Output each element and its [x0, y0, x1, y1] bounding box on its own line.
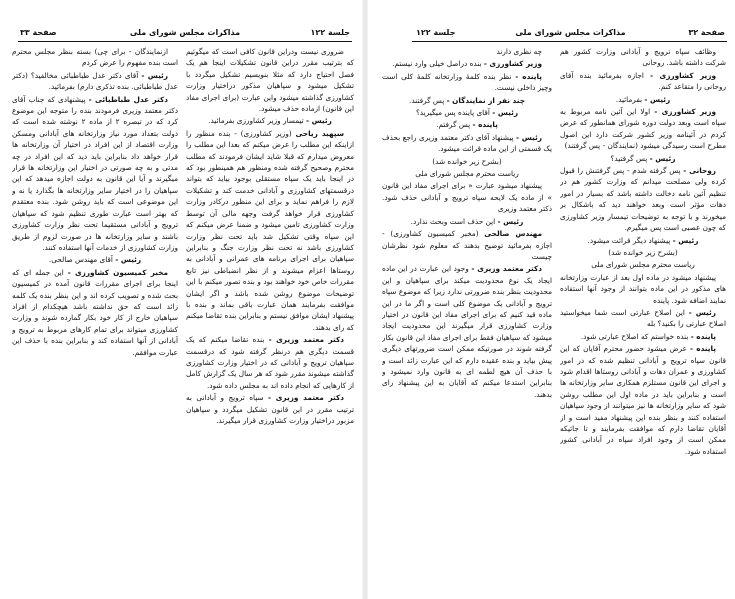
- paragraph: [382, 263, 552, 400]
- paragraph-text: این جمله ای که اینجا برای اجرای مقررات قانون آمده در کمیسیون بحث شده و تصویب کرده اند و این بنظر بنده یک کلمه زائد است که حق نداشته باشد هیچکدام از افراد سپاهیان خارج از کار خود بکار گمارده شوند و وزارت کشاورزی میتواند برای تمام کارهای مربوط به ترویج و آبادانی از آنها استفاده کند و بنابراین بنده با حذف این عبارت موافقم.: [12, 267, 178, 357]
- paragraph-text: پس گرفته شدم - پس گرفتنش را قبول کرده ولی مصلحت میدانم که وزارت کشور هم در تنظیم آئین نامه دخالت داشته باشد که بسیار در امور دهات مؤثر است وبعد خواهند دید که باشکال بر میخورند و با توجه به توضیحات تیمسار وزیر کشاورزی که چون عصبی است پس میگیرم.: [560, 166, 726, 233]
- paragraph-text: پیشنهاد آقای دکتر معتمد وزیری راجع بحذف یک قسمتی از این ماده قرائت میشود.: [382, 132, 552, 154]
- paragraph-text: (وزیر کشاورزی) - بنده منظور را ازاینکه این مطلب را عرض میکنم که بعدا این مطلب را معروض میدارم که قبلا شاید ایشان فرمودند که مطلب محترم وصحیح گرفته شده ومنظور هم همینطور بود که در اینجا باید یک سپاه مستقلی بوجود بیاید که بتواند درقسمتهای کشاورزی و آبادانی خدمت کند و تشکیلات لازم را فراهم نماید و برای این منظور درکادر وزارت کشاورزی قرار خواهد گرفت وجهه مالی آن توسط وزارت کشاورزی تامین میشود و ضمنا عرض میکنم که این سپاه وقتی تشکیل شد باید تحت نظر وزارت کشاورزی باشد نه تحت نظر وزارت جنگ و بنابراین سپاهیان برای اجرای برنامه های عمرانی و آبادانی به روستاها اعزام میشوند و از نظر انضباطی نیز تابع مقررات خاص خود خواهند بود و بنده تصور میکنم با این توضیحات موضوع روشن شده باشد و اگر ایشان موافقت بفرمایند همان عبارت باقی بماند و بنده با پیشنهاد ایشان موافق نیستم و بنابراین بنده تقاضا میکنم که رای بدهند.: [186, 128, 354, 332]
- paragraph: [560, 259, 726, 270]
- paragraph-text: آقای پاینده پس میگیرید؟: [415, 108, 490, 118]
- speaker-name: رئیس -: [672, 235, 699, 245]
- paragraph: [382, 228, 552, 262]
- paragraph: [560, 247, 726, 258]
- session-number: جلسة ۱۲۲: [310, 28, 350, 37]
- paragraph: [560, 272, 726, 306]
- paragraph-text: این اصلاح عبارتی است شما میخواستید اصلاح عبارتی را بکنید؟ بله: [560, 307, 726, 329]
- paragraph-text: چه نظری دارند: [496, 47, 542, 56]
- page-header: [416, 28, 725, 40]
- paragraph-text: ریاست محترم مجلس شورای ملی: [415, 169, 519, 179]
- speaker-name: وزیر کشاورزی -: [650, 70, 716, 80]
- paragraph-text: ریاست محترم مجلس شورای ملی: [591, 260, 695, 270]
- paragraph: [560, 106, 726, 152]
- paragraph: [12, 94, 178, 254]
- paragraph-text: پس گرفتید؟: [610, 153, 648, 163]
- paragraph-text: اجازه بفرمائید بنده آقای روحانی را متقاعد کنم.: [560, 70, 726, 92]
- right-page: [368, 0, 735, 599]
- paragraph-text: پیشنهاد دیگر قرائت میشود.: [587, 235, 671, 245]
- paragraph-text: بنده دراصل خیلی وارد نیستم.: [392, 59, 482, 69]
- speaker-name: رئیس -: [141, 70, 168, 80]
- speaker-name: رئیس -: [516, 132, 542, 142]
- text-column: [382, 46, 552, 594]
- paragraph: [186, 115, 354, 126]
- paragraph-text: پیشنهادی که جناب آقای دکتر معتمد وزیری فرمودند بنده را متوجه این موضوع کرد که در تبصره ۲ از ماده ۲ نوشته شده است که دولت بتعداد مورد نیاز وزارتخانه های آبادانی ومسکن وزارت اقتصاد از این افراد در اختیار آن وزارتخانه ها قرار خواهد داد بنابراین باید دید که این افراد در چه مدتی و به چه صورتی در اختیار این وزارتخانه ها قرار میگیرند و آیا این قانون به دولت اجازه میدهد که این سپاهیان را در اختیار سایر وزارتخانه ها بگذارد یا نه و این موضوعی است که باید روشن شود. بنده معتقدم که بهتر است عبارت طوری تنظیم شود که سپاهیان ترویج و آبادانی مستقیما تحت نظر وزارت کشاورزی باشند و سایر وزارتخانه ها در صورت لزوم از طریق وزارت کشاورزی از خدمات آنها استفاده کنند.: [12, 94, 178, 252]
- paragraph: [560, 331, 726, 342]
- speaker-name: دکتر معتمد وزیری -: [471, 264, 542, 274]
- paragraph: [382, 168, 552, 179]
- paragraph-text: این حذف است وبحث ندارد.: [410, 216, 496, 226]
- paragraph-text: بنده تقاضا میکنم که یک قسمت دیگری هم درنظر گرفته شود که درقسمت سپاهیان ترویج و آبادانی که در اختیار وزارت کشاورزی گذاشته میشوند مقرر شود که هر سال یک گزارش کامل از کارهایی که انجام داده اند به مجلس داده شود.: [186, 335, 354, 390]
- paragraph-text: وظائف سپاه ترویج و آبادانی وزارت کشور هم شرکت داشته باشد. روحانی: [560, 47, 726, 68]
- paragraph: [382, 180, 552, 214]
- paragraph-text: وجود این عبارت در این ماده ایجاد یک نوع محدودیت میکند برای سپاهیان و این محدودیت بنظر بنده ضرورتی ندارد زیرا که موضوع سپاه ترویج و آبادانی یک موضوع کلی است و اگر ما در این ماده قید کنیم که برای اجرای مفاد این قانون در اختیار وزارت کشاورزی قرار میگیرند این محدودیت ایجاد میشود که سپاهیان فقط برای اجرای مفاد این قانون بکار گرفته شوند در صورتیکه ممکن است ضرورتهای دیگری پیش بیاید و بنده عقیده دارم که این عبارت زائد است و با حذف آن هیچ لطمه ای به قانون وارد نمیشود و بنابراین استدعا میکنم که آقایان به این پیشنهاد رای بدهند.: [382, 264, 552, 399]
- speaker-name: وزیر کشاورزی -: [483, 59, 542, 69]
- paragraph: [560, 235, 726, 246]
- speaker-name: روحانی -: [683, 166, 716, 176]
- paragraph-text: ازنمایندگان - برای چی) بسته بنظر مجلس محترم است بنده مفهوم را عرض کردم: [12, 47, 178, 68]
- speaker-name: رئیس -: [306, 116, 332, 126]
- paragraph: [382, 107, 552, 118]
- paragraph-text: (بشرح زیر خوانده شد): [432, 156, 502, 166]
- speaker-name: دکتر عدل طباطبائی -: [88, 94, 168, 104]
- paragraph: [382, 46, 552, 57]
- paragraph: [382, 156, 552, 167]
- paragraph-text: پس گرفتم.: [436, 120, 471, 130]
- paragraph-text: پیشنهاد میشود عبارت « برای اجرای مفاد این قانون » از ماده یک لایحه سپاه ترویج و آبادانی حذف شود. دکتر معتمد وزیری: [382, 181, 552, 214]
- page-number: صفحة ۳۲: [688, 28, 725, 37]
- paragraph: [560, 307, 726, 330]
- speaker-name: وزیر کشاورزی -: [654, 107, 716, 117]
- speaker-name: پاینده -: [689, 344, 716, 354]
- paragraph-text: آقای دکتر عدل طباطبائی مخالفید؟ (دکتر عدل طباطبائی. بنده تذکری دارم) بفرمائید.: [12, 70, 178, 92]
- left-page: [0, 0, 362, 599]
- paragraph-text: سپاه ترویج و آبادانی به ترتیب مقرر در این قانون تشکیل میگردد و سپاهیان مزبور دراختیار وزارت کشاورزی قرار میگیرند.: [186, 393, 354, 425]
- paragraph: [382, 71, 552, 94]
- paragraph-text: ضروری نیست ودراین قانون کافی است که میگوئیم که بترتیب مقرر دراین قانون تشکیلات اینجا هم یک فصل احتیاج دارد که مثلا بنویسیم تشکیل میگردد با تشکیل میشود و سپاهیان مذکور دراختیار وزارت کشاورزی گذاشته میشود واین عبارت (برای اجرای مفاد این قانون) ازماده حذف میشود.: [186, 47, 354, 114]
- speaker-name: دکتر معتمد وزیری -: [268, 393, 344, 403]
- paragraph: [186, 46, 354, 114]
- page-number: صفحة ۳۳: [20, 28, 57, 37]
- paragraph: [186, 392, 354, 426]
- paragraph-text: (بشرح زیر خوانده شد): [608, 247, 678, 257]
- paragraph: [186, 128, 354, 333]
- speaker-name: رئیس -: [497, 216, 524, 226]
- speaker-name: پاینده -: [472, 120, 498, 130]
- speaker-name: پاینده -: [690, 331, 716, 341]
- session-number: جلسة ۱۲۲: [416, 28, 456, 37]
- speaker-name: مهندس صالحی: [484, 229, 543, 239]
- paragraph: [560, 153, 726, 164]
- page-header: [20, 28, 350, 40]
- paragraph: [560, 46, 726, 69]
- speaker-name: رئیس -: [115, 255, 142, 265]
- paragraph: [12, 267, 178, 358]
- header-rule: [412, 41, 727, 42]
- text-column: [12, 46, 178, 594]
- paragraph: [382, 119, 552, 130]
- paragraph: [560, 165, 726, 233]
- paragraph-text: بنده خواستم که اصلاح عبارتی شود.: [580, 331, 689, 341]
- paragraph: [382, 132, 552, 155]
- paragraph-text: عرض میشود حضور محترم آقایان که این قانون سپاه ترویج و آبادانی تنظیم شده که در امور کشاورزی و عمران دهات و آبادانی روستاها اقدام شود و اجرای این قانون مستلزم همکاری سایر وزارتخانه ها است و بنابراین باید در ماده اول این مطلب روشن شود که سایر وزارتخانه ها نیز میتوانند از وجود سپاهیان استفاده کنند و بنظر بنده این پیشنهاد مفید است و از آقایان تقاضا دارم که موافقت بفرمایند و تا جائیکه ممکن است از وجود افراد سپاه در آبادانی کشور استفاده شود.: [560, 344, 726, 456]
- speaker-name: مخبر کمیسیون کشاورزی -: [67, 267, 168, 277]
- paragraph-text: آقای مهندس صالحی.: [48, 255, 113, 265]
- speaker-name: رئیس -: [644, 94, 671, 104]
- paragraph: [12, 254, 178, 265]
- text-column: [560, 46, 726, 594]
- paragraph: [382, 216, 552, 227]
- paragraph-text: اولا این آئین نامه مربوط به سپاه است وبعد دولت دوره شورای همانطور که عرض کردم در آئینامه وزیر کشور شرکت دارد این اصول مطرح است رسیدگی میشود (نمایندگان - پس گرفتند): [560, 107, 726, 151]
- paragraph: [560, 94, 726, 105]
- paragraph-text: پیشنهاد میشود در ماده اول بعد از عبارت وزارتخانه های مذکور در این ماده بتوانند از وجود آنها استفاده نمایند اضافه شود. پاینده: [560, 272, 726, 305]
- header-rule: [18, 41, 352, 42]
- speaker-name: رئیس -: [649, 153, 676, 163]
- speaker-name: دکتر معتمد وزیری -: [268, 335, 344, 345]
- paragraph: [12, 70, 178, 93]
- paragraph: [382, 58, 552, 69]
- paragraph: [186, 334, 354, 391]
- speaker-name: پاینده -: [515, 71, 543, 81]
- speaker-name: رئیس -: [492, 108, 519, 118]
- running-title: مذاکرات مجلس شورای ملی: [515, 28, 626, 37]
- paragraph-text: نظر بنده کلمهٔ وزارتخانه کلمهٔ کلی است وچیز داخلی نیست.: [382, 71, 552, 93]
- paragraph: [382, 95, 552, 106]
- speaker-name: سپهبد ریاحی: [295, 128, 344, 138]
- speaker-name: چند نفر از نمایندگان -: [446, 95, 525, 105]
- paragraph: [560, 343, 726, 457]
- running-title: مذاکرات مجلس شورای ملی: [129, 28, 241, 37]
- text-column: [186, 46, 354, 594]
- paragraph: [560, 70, 726, 93]
- paragraph-text: (مخبر کمیسیون کشاورزی) - اجازه بفرمائید توضیح بدهند که معلوم شود نظرشان چیست: [382, 229, 552, 261]
- paragraph-text: تیمسار وزیر کشاورزی بفرمائید.: [208, 116, 304, 126]
- speaker-name: رئیس -: [688, 307, 716, 317]
- paragraph-text: پس گرفتند.: [409, 95, 445, 105]
- paragraph: [12, 46, 178, 69]
- paragraph-text: بفرمائید.: [615, 94, 643, 104]
